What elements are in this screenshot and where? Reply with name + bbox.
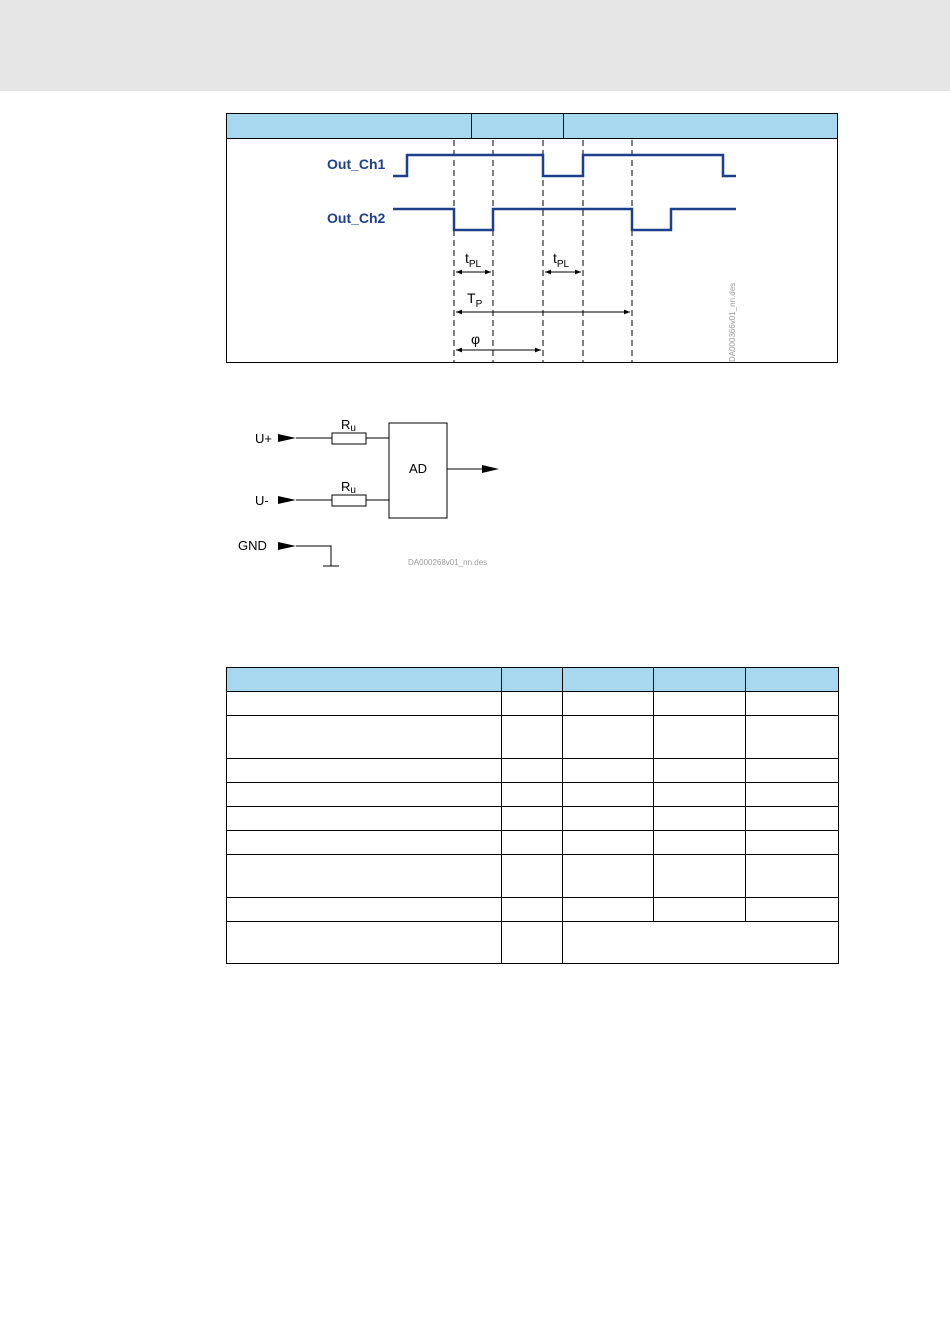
table-header-row: [227, 668, 839, 692]
pulse-width-label-1: $t_{PL}$: [465, 250, 482, 270]
timing-diagram: [226, 113, 838, 363]
table-row: [227, 831, 839, 855]
input-negative-arrow: [278, 496, 296, 504]
resistor-upper-label: Ru: [341, 417, 356, 434]
table-row: [227, 783, 839, 807]
ad-output-arrow: [482, 465, 499, 473]
phase-label: φ: [471, 331, 481, 347]
out-ch1-waveform: [393, 155, 736, 176]
table-row: [227, 759, 839, 783]
table-row: [227, 922, 839, 964]
out-ch1-label: Out_Ch1: [327, 156, 386, 172]
period-label: $T_P$: [467, 290, 483, 310]
table-row: [227, 855, 839, 898]
ground-arrow: [278, 542, 296, 550]
ground-label: GND: [238, 538, 267, 553]
input-negative-label: U-: [255, 493, 269, 508]
timing-drawing-id: DA000366v01_nn.des: [728, 282, 737, 362]
out-ch2-label: Out_Ch2: [327, 210, 386, 226]
table-row: [227, 716, 839, 759]
out-ch2-waveform: [393, 209, 736, 230]
ad-converter-label: AD: [409, 461, 428, 476]
input-circuit-diagram: [226, 405, 526, 575]
circuit-drawing-id: DA000268v01_nn.des: [408, 558, 488, 567]
resistor-upper: [332, 433, 366, 444]
table-row: [227, 807, 839, 831]
pulse-width-label-2: $t_{PL}$: [553, 250, 570, 270]
table-row: [227, 692, 839, 716]
specification-table: [226, 667, 839, 964]
table-row: [227, 898, 839, 922]
input-positive-arrow: [278, 434, 296, 442]
page-header-band: [0, 0, 950, 91]
resistor-lower: [332, 495, 366, 506]
resistor-lower-label: Ru: [341, 479, 356, 496]
input-positive-label: U+: [255, 431, 272, 446]
